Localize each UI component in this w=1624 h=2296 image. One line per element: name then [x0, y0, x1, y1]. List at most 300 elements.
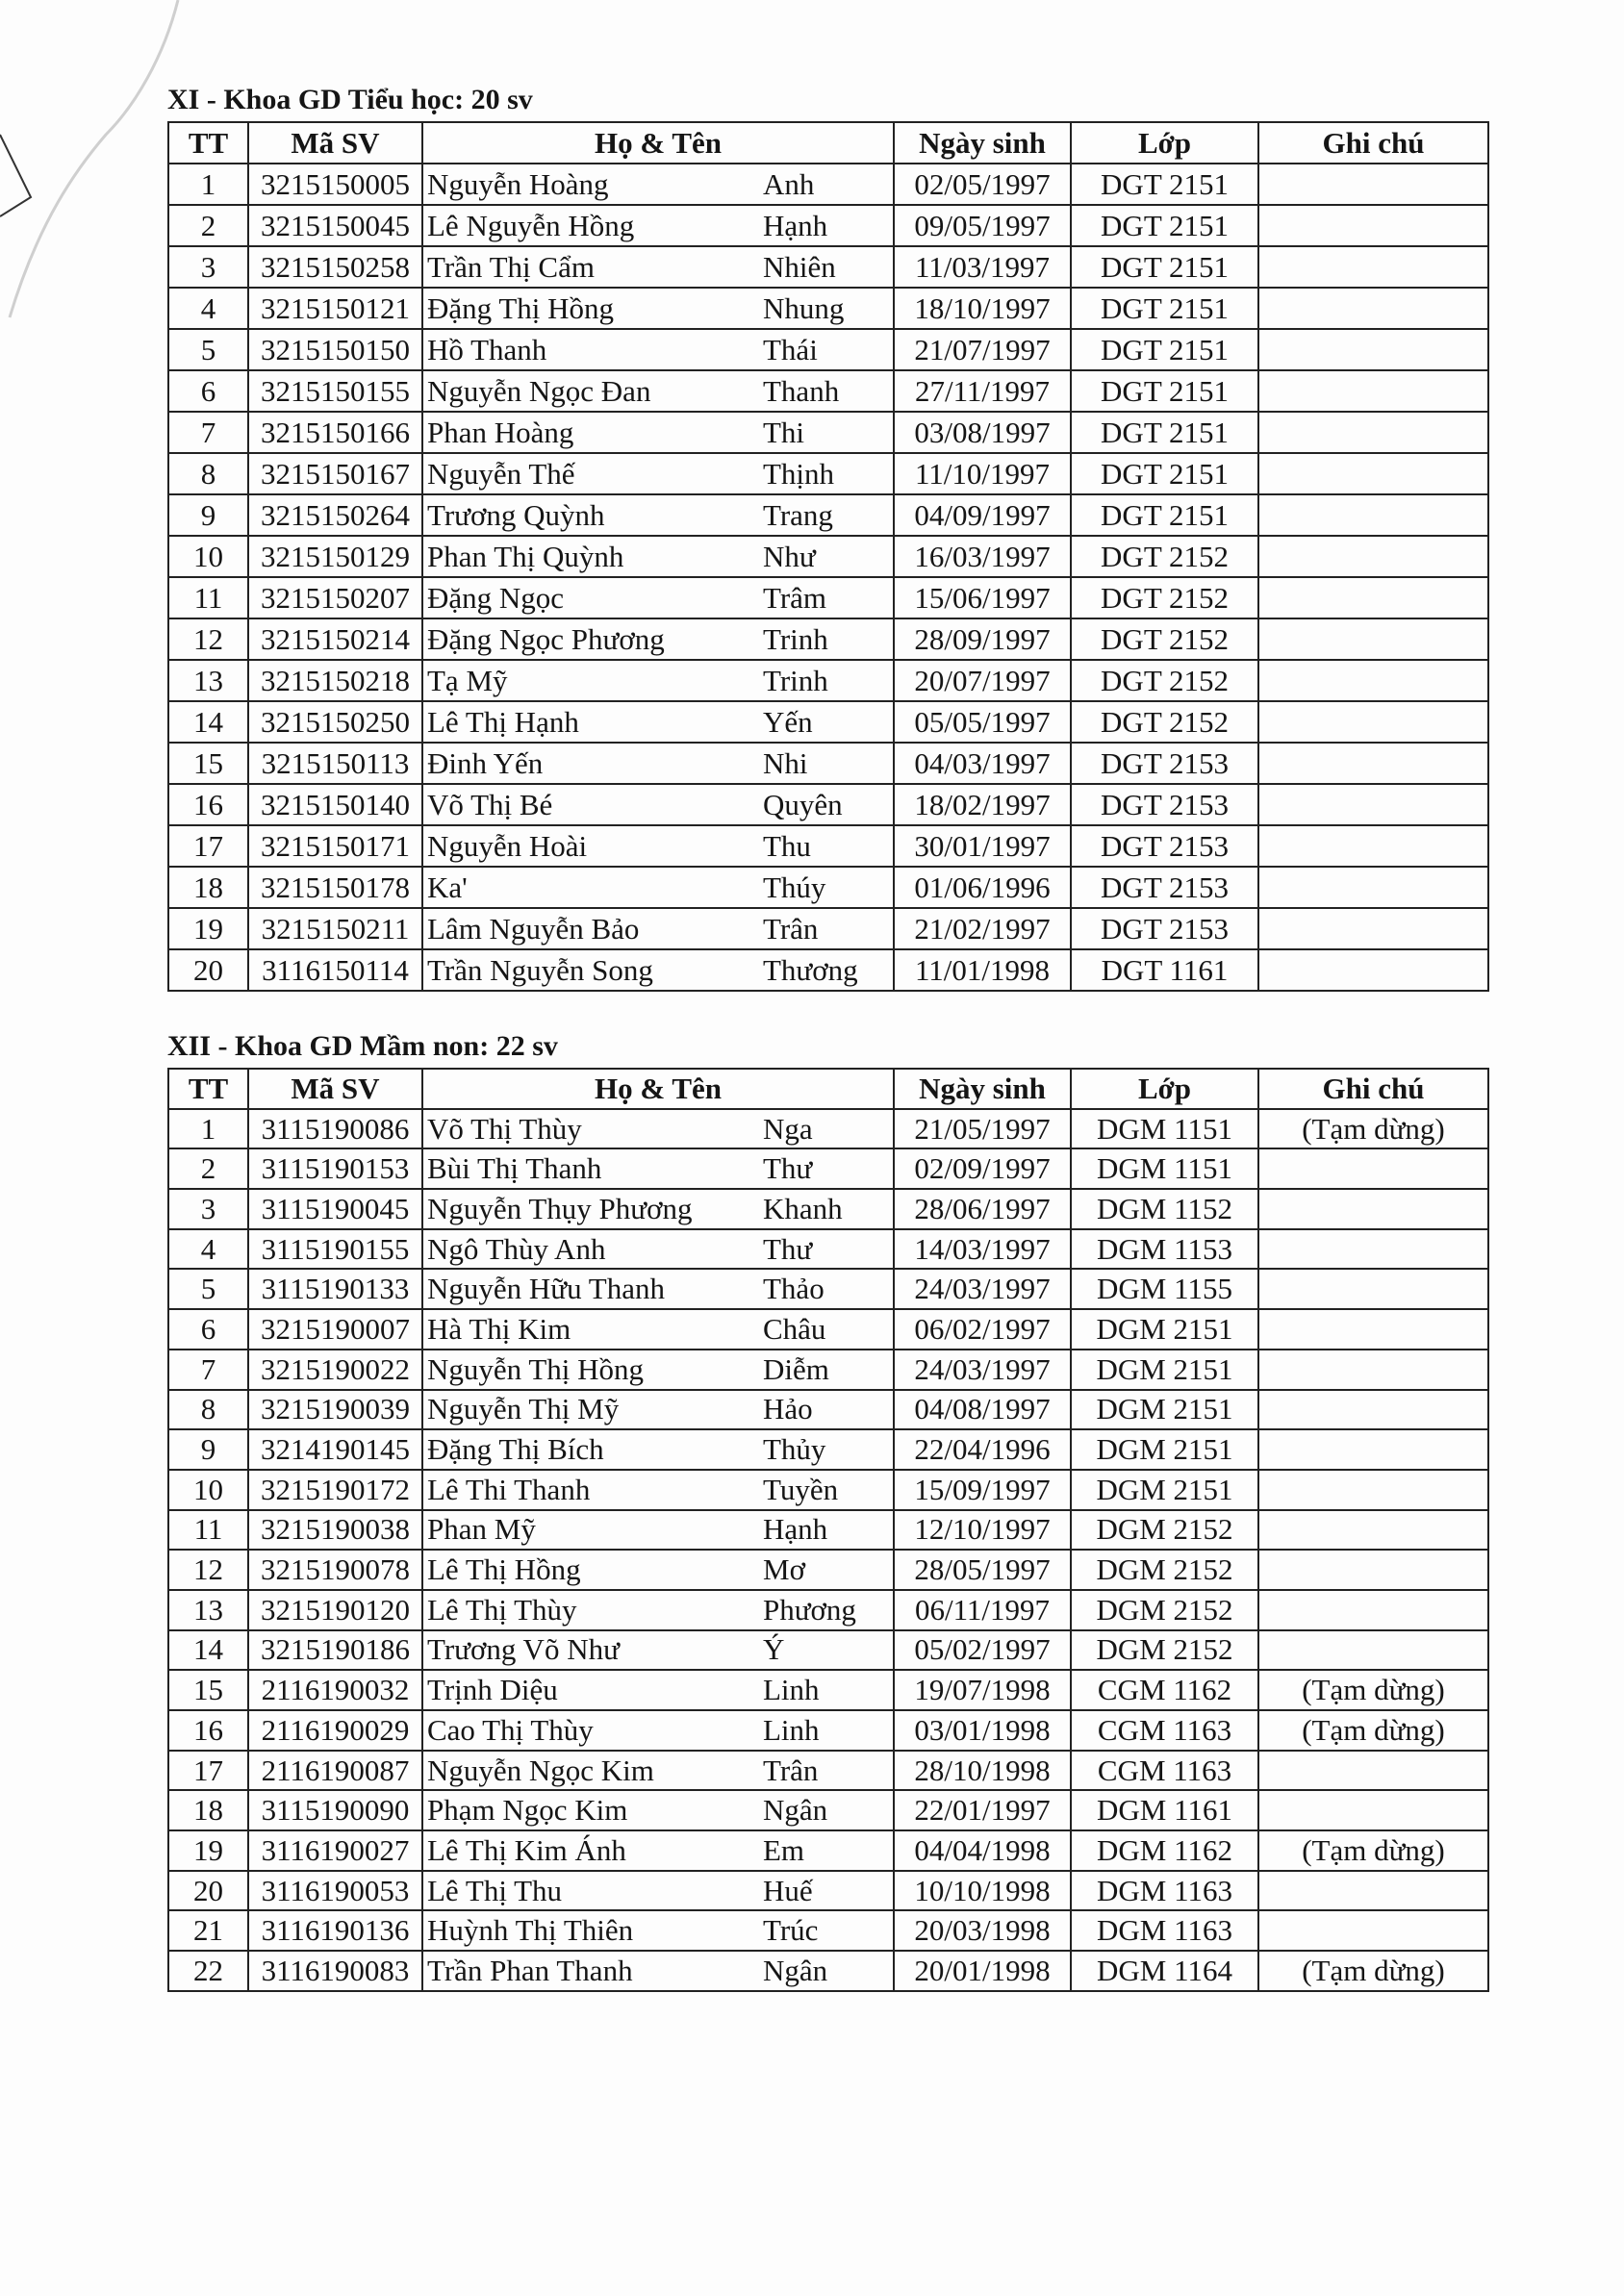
cell-ten: Diễm: [761, 1350, 894, 1390]
cell-ghi-chu: [1258, 867, 1488, 908]
table-row: [168, 1630, 1488, 1671]
cell-tt: 1: [168, 164, 248, 205]
cell-ho-dem: Lâm Nguyễn Bảo: [422, 908, 761, 949]
table-row: [168, 1189, 1488, 1229]
cell-ho-dem: Đặng Thị Bích: [422, 1429, 761, 1470]
cell-ten: Linh: [761, 1670, 894, 1710]
cell-ten: Thanh: [761, 370, 894, 412]
cell-lop: DGT 2153: [1071, 908, 1258, 949]
cell-lop: DGT 2151: [1071, 205, 1258, 246]
table-row: [168, 536, 1488, 577]
cell-ho-dem: Lê Thị Hồng: [422, 1550, 761, 1590]
cell-lop: DGT 1161: [1071, 949, 1258, 991]
table-row: [168, 329, 1488, 370]
table-row: [168, 1350, 1488, 1390]
cell-ghi-chu: [1258, 1910, 1488, 1951]
cell-ngay-sinh: 02/05/1997: [894, 164, 1071, 205]
cell-ho-dem: Trương Quỳnh: [422, 494, 761, 536]
cell-ghi-chu: [1258, 660, 1488, 701]
cell-ma-sv: 3215190078: [248, 1550, 422, 1590]
cell-lop: DGM 1161: [1071, 1790, 1258, 1830]
cell-ngay-sinh: 10/10/1998: [894, 1871, 1071, 1911]
cell-lop: DGM 1164: [1071, 1951, 1258, 1991]
cell-ngay-sinh: 04/04/1998: [894, 1830, 1071, 1871]
cell-ghi-chu: [1258, 1550, 1488, 1590]
cell-ten: Trâm: [761, 577, 894, 618]
table-row: [168, 908, 1488, 949]
cell-ghi-chu: [1258, 1309, 1488, 1350]
table-row: [168, 1148, 1488, 1189]
cell-ten: Thương: [761, 949, 894, 991]
cell-ngay-sinh: 22/04/1996: [894, 1429, 1071, 1470]
table-row: [168, 412, 1488, 453]
cell-ten: Nhi: [761, 743, 894, 784]
cell-ho-dem: Huỳnh Thị Thiên: [422, 1910, 761, 1951]
cell-ghi-chu: [1258, 1269, 1488, 1309]
cell-lop: DGT 2153: [1071, 784, 1258, 825]
cell-ma-sv: 3215190186: [248, 1630, 422, 1671]
cell-ma-sv: 3215190172: [248, 1470, 422, 1510]
cell-ma-sv: 3215150113: [248, 743, 422, 784]
cell-tt: 15: [168, 1670, 248, 1710]
cell-lop: DGT 2152: [1071, 618, 1258, 660]
cell-ma-sv: 2116190029: [248, 1710, 422, 1751]
col-ma-sv: Mã SV: [248, 1069, 422, 1109]
cell-tt: 7: [168, 412, 248, 453]
cell-ho-dem: Lê Thị Kim Ánh: [422, 1830, 761, 1871]
cell-tt: 7: [168, 1350, 248, 1390]
cell-ho-dem: Phan Thị Quỳnh: [422, 536, 761, 577]
table-row: [168, 1269, 1488, 1309]
cell-ho-dem: Nguyễn Ngọc Kim: [422, 1751, 761, 1791]
cell-ngay-sinh: 18/10/1997: [894, 288, 1071, 329]
cell-ma-sv: 3215150218: [248, 660, 422, 701]
cell-tt: 8: [168, 453, 248, 494]
cell-ho-dem: Phan Hoàng: [422, 412, 761, 453]
cell-ten: Trân: [761, 908, 894, 949]
cell-ghi-chu: (Tạm dừng): [1258, 1670, 1488, 1710]
cell-tt: 1: [168, 1109, 248, 1149]
col-tt: TT: [168, 1069, 248, 1109]
table-row: [168, 1670, 1488, 1710]
col-lop: Lớp: [1071, 122, 1258, 164]
cell-ten: Tuyền: [761, 1470, 894, 1510]
cell-lop: DGM 1163: [1071, 1910, 1258, 1951]
cell-tt: 10: [168, 536, 248, 577]
cell-ma-sv: 3215190120: [248, 1590, 422, 1630]
cell-ho-dem: Nguyễn Hữu Thanh: [422, 1269, 761, 1309]
cell-ten: Linh: [761, 1710, 894, 1751]
page-edge-mark: [0, 0, 192, 385]
cell-ten: Thịnh: [761, 453, 894, 494]
cell-ghi-chu: [1258, 1751, 1488, 1791]
cell-ghi-chu: [1258, 1229, 1488, 1270]
cell-ho-dem: Đặng Ngọc: [422, 577, 761, 618]
cell-tt: 3: [168, 1189, 248, 1229]
cell-ghi-chu: [1258, 949, 1488, 991]
cell-ho-dem: Lê Nguyễn Hồng: [422, 205, 761, 246]
cell-ten: Khanh: [761, 1189, 894, 1229]
col-tt: TT: [168, 122, 248, 164]
cell-ngay-sinh: 04/03/1997: [894, 743, 1071, 784]
cell-lop: DGM 2151: [1071, 1390, 1258, 1430]
cell-ten: Trang: [761, 494, 894, 536]
cell-ngay-sinh: 12/10/1997: [894, 1510, 1071, 1551]
table-row: [168, 1790, 1488, 1830]
cell-ghi-chu: [1258, 1630, 1488, 1671]
cell-ma-sv: 3115190090: [248, 1790, 422, 1830]
cell-ma-sv: 3116190083: [248, 1951, 422, 1991]
cell-ghi-chu: [1258, 1470, 1488, 1510]
cell-ghi-chu: [1258, 246, 1488, 288]
cell-ho-dem: Trịnh Diệu: [422, 1670, 761, 1710]
cell-ngay-sinh: 18/02/1997: [894, 784, 1071, 825]
cell-ma-sv: 3214190145: [248, 1429, 422, 1470]
cell-ngay-sinh: 03/01/1998: [894, 1710, 1071, 1751]
cell-ten: Hạnh: [761, 1510, 894, 1551]
cell-ho-dem: Trương Võ Như: [422, 1630, 761, 1671]
cell-ngay-sinh: 03/08/1997: [894, 412, 1071, 453]
cell-lop: DGM 2151: [1071, 1429, 1258, 1470]
cell-tt: 19: [168, 908, 248, 949]
cell-lop: DGM 1153: [1071, 1229, 1258, 1270]
cell-lop: DGM 2151: [1071, 1470, 1258, 1510]
cell-ghi-chu: [1258, 1790, 1488, 1830]
cell-tt: 14: [168, 701, 248, 743]
cell-tt: 12: [168, 618, 248, 660]
cell-tt: 17: [168, 825, 248, 867]
table-row: [168, 1710, 1488, 1751]
cell-ten: Trinh: [761, 618, 894, 660]
cell-tt: 16: [168, 784, 248, 825]
cell-ten: Châu: [761, 1309, 894, 1350]
cell-ten: Trân: [761, 1751, 894, 1791]
cell-ngay-sinh: 16/03/1997: [894, 536, 1071, 577]
cell-ho-dem: Võ Thị Thùy: [422, 1109, 761, 1149]
cell-ngay-sinh: 05/05/1997: [894, 701, 1071, 743]
cell-ghi-chu: [1258, 164, 1488, 205]
col-ngay-sinh: Ngày sinh: [894, 1069, 1071, 1109]
cell-ho-dem: Lê Thị Hạnh: [422, 701, 761, 743]
cell-ma-sv: 3215150264: [248, 494, 422, 536]
cell-ma-sv: 3215150129: [248, 536, 422, 577]
cell-ho-dem: Đặng Thị Hồng: [422, 288, 761, 329]
cell-lop: DGT 2152: [1071, 660, 1258, 701]
table-row: [168, 1510, 1488, 1551]
cell-ten: Hảo: [761, 1390, 894, 1430]
cell-tt: 19: [168, 1830, 248, 1871]
col-ghi-chu: Ghi chú: [1258, 1069, 1488, 1109]
cell-ghi-chu: [1258, 743, 1488, 784]
cell-ngay-sinh: 28/10/1998: [894, 1751, 1071, 1791]
cell-ghi-chu: [1258, 370, 1488, 412]
cell-ngay-sinh: 21/02/1997: [894, 908, 1071, 949]
cell-ghi-chu: [1258, 577, 1488, 618]
table-row: [168, 577, 1488, 618]
cell-ho-dem: Nguyễn Ngọc Đan: [422, 370, 761, 412]
cell-lop: DGM 1152: [1071, 1189, 1258, 1229]
cell-ngay-sinh: 21/07/1997: [894, 329, 1071, 370]
cell-ho-dem: Đinh Yến: [422, 743, 761, 784]
cell-ho-dem: Trần Nguyễn Song: [422, 949, 761, 991]
cell-ghi-chu: [1258, 1390, 1488, 1430]
cell-ngay-sinh: 27/11/1997: [894, 370, 1071, 412]
cell-tt: 13: [168, 1590, 248, 1630]
cell-ma-sv: 3215150250: [248, 701, 422, 743]
cell-ho-dem: Trần Thị Cẩm: [422, 246, 761, 288]
cell-lop: CGM 1163: [1071, 1751, 1258, 1791]
cell-ghi-chu: [1258, 1350, 1488, 1390]
table-row: [168, 494, 1488, 536]
cell-ten: Trinh: [761, 660, 894, 701]
table-row: [168, 1751, 1488, 1791]
cell-ngay-sinh: 04/09/1997: [894, 494, 1071, 536]
cell-ghi-chu: [1258, 701, 1488, 743]
col-ho-ten: Họ & Tên: [422, 122, 894, 164]
cell-tt: 13: [168, 660, 248, 701]
table-row: [168, 1830, 1488, 1871]
cell-lop: DGM 2152: [1071, 1630, 1258, 1671]
cell-ho-dem: Nguyễn Hoàng: [422, 164, 761, 205]
cell-lop: DGT 2151: [1071, 494, 1258, 536]
cell-tt: 15: [168, 743, 248, 784]
cell-tt: 5: [168, 329, 248, 370]
cell-ten: Anh: [761, 164, 894, 205]
cell-ma-sv: 3215150005: [248, 164, 422, 205]
cell-ghi-chu: [1258, 1510, 1488, 1551]
cell-ngay-sinh: 21/05/1997: [894, 1109, 1071, 1149]
cell-ten: Trúc: [761, 1910, 894, 1951]
cell-ho-dem: Lê Thị Thùy: [422, 1590, 761, 1630]
cell-ten: Thư: [761, 1148, 894, 1189]
cell-ma-sv: 3115190086: [248, 1109, 422, 1149]
cell-ghi-chu: [1258, 536, 1488, 577]
cell-lop: DGM 2152: [1071, 1510, 1258, 1551]
cell-ten: Ngân: [761, 1951, 894, 1991]
cell-ho-dem: Hà Thị Kim: [422, 1309, 761, 1350]
cell-ma-sv: 3215150166: [248, 412, 422, 453]
col-ngay-sinh: Ngày sinh: [894, 122, 1071, 164]
table-row: [168, 370, 1488, 412]
cell-ho-dem: Đặng Ngọc Phương: [422, 618, 761, 660]
cell-tt: 18: [168, 867, 248, 908]
cell-ghi-chu: [1258, 412, 1488, 453]
cell-lop: DGM 2152: [1071, 1590, 1258, 1630]
cell-lop: DGM 2151: [1071, 1309, 1258, 1350]
table-row: [168, 949, 1488, 991]
cell-tt: 5: [168, 1269, 248, 1309]
cell-ho-dem: Ka': [422, 867, 761, 908]
cell-ma-sv: 3215150258: [248, 246, 422, 288]
table-row: [168, 1429, 1488, 1470]
cell-ghi-chu: [1258, 288, 1488, 329]
cell-lop: DGM 2151: [1071, 1350, 1258, 1390]
cell-ngay-sinh: 11/10/1997: [894, 453, 1071, 494]
cell-ghi-chu: [1258, 784, 1488, 825]
cell-ten: Ý: [761, 1630, 894, 1671]
cell-ghi-chu: [1258, 1590, 1488, 1630]
cell-ma-sv: 3116150114: [248, 949, 422, 991]
cell-ma-sv: 3215150167: [248, 453, 422, 494]
cell-ten: Nga: [761, 1109, 894, 1149]
cell-tt: 4: [168, 1229, 248, 1270]
cell-ho-dem: Nguyễn Hoài: [422, 825, 761, 867]
col-lop: Lớp: [1071, 1069, 1258, 1109]
cell-ten: Yến: [761, 701, 894, 743]
table-row: [168, 246, 1488, 288]
table-header-row: [168, 122, 1488, 164]
cell-ho-dem: Lê Thi Thanh: [422, 1470, 761, 1510]
cell-tt: 9: [168, 1429, 248, 1470]
cell-ma-sv: 3215190039: [248, 1390, 422, 1430]
cell-tt: 18: [168, 1790, 248, 1830]
table-row: [168, 288, 1488, 329]
cell-ngay-sinh: 28/05/1997: [894, 1550, 1071, 1590]
cell-tt: 21: [168, 1910, 248, 1951]
cell-ten: Nhiên: [761, 246, 894, 288]
cell-tt: 14: [168, 1630, 248, 1671]
cell-ngay-sinh: 11/03/1997: [894, 246, 1071, 288]
cell-lop: DGT 2151: [1071, 246, 1258, 288]
table-row: [168, 1590, 1488, 1630]
cell-ghi-chu: (Tạm dừng): [1258, 1109, 1488, 1149]
cell-ho-dem: Nguyễn Thị Mỹ: [422, 1390, 761, 1430]
cell-lop: DGM 1155: [1071, 1269, 1258, 1309]
cell-ho-dem: Võ Thị Bé: [422, 784, 761, 825]
cell-ma-sv: 3116190136: [248, 1910, 422, 1951]
cell-lop: DGT 2151: [1071, 288, 1258, 329]
cell-ho-dem: Lê Thị Thu: [422, 1871, 761, 1911]
table-row: [168, 743, 1488, 784]
cell-ngay-sinh: 15/09/1997: [894, 1470, 1071, 1510]
cell-ghi-chu: [1258, 1871, 1488, 1911]
cell-lop: DGT 2153: [1071, 867, 1258, 908]
table-row: [168, 205, 1488, 246]
table-row: [168, 1309, 1488, 1350]
cell-tt: 22: [168, 1951, 248, 1991]
cell-ho-dem: Hồ Thanh: [422, 329, 761, 370]
table-row: [168, 1470, 1488, 1510]
col-ghi-chu: Ghi chú: [1258, 122, 1488, 164]
cell-lop: DGT 2151: [1071, 453, 1258, 494]
cell-tt: 17: [168, 1751, 248, 1791]
student-table: [167, 121, 1489, 992]
cell-ma-sv: 3215150140: [248, 784, 422, 825]
cell-ten: Thư: [761, 1229, 894, 1270]
cell-ghi-chu: [1258, 494, 1488, 536]
cell-tt: 20: [168, 1871, 248, 1911]
cell-lop: DGM 1151: [1071, 1148, 1258, 1189]
cell-ten: Thái: [761, 329, 894, 370]
cell-tt: 11: [168, 577, 248, 618]
cell-tt: 11: [168, 1510, 248, 1551]
cell-ngay-sinh: 30/01/1997: [894, 825, 1071, 867]
cell-ghi-chu: [1258, 908, 1488, 949]
cell-lop: DGT 2151: [1071, 329, 1258, 370]
cell-ngay-sinh: 02/09/1997: [894, 1148, 1071, 1189]
cell-lop: DGT 2151: [1071, 164, 1258, 205]
cell-ho-dem: Ngô Thùy Anh: [422, 1229, 761, 1270]
cell-lop: DGM 1162: [1071, 1830, 1258, 1871]
cell-ghi-chu: [1258, 1148, 1488, 1189]
cell-ngay-sinh: 20/01/1998: [894, 1951, 1071, 1991]
cell-ten: Hạnh: [761, 205, 894, 246]
cell-ho-dem: Cao Thị Thùy: [422, 1710, 761, 1751]
cell-lop: DGT 2151: [1071, 412, 1258, 453]
cell-ma-sv: 3116190053: [248, 1871, 422, 1911]
section-tieu-hoc: [167, 79, 1487, 992]
cell-ghi-chu: [1258, 329, 1488, 370]
cell-ma-sv: 3215150155: [248, 370, 422, 412]
cell-ghi-chu: [1258, 453, 1488, 494]
cell-ho-dem: Phạm Ngọc Kim: [422, 1790, 761, 1830]
cell-ghi-chu: [1258, 205, 1488, 246]
cell-ghi-chu: [1258, 618, 1488, 660]
table-header-row: [168, 1069, 1488, 1109]
section-title: XII - Khoa GD Mầm non: 22 sv: [167, 1030, 558, 1062]
cell-tt: 6: [168, 370, 248, 412]
cell-ngay-sinh: 15/06/1997: [894, 577, 1071, 618]
cell-ma-sv: 3215150150: [248, 329, 422, 370]
cell-ho-dem: Phan Mỹ: [422, 1510, 761, 1551]
table-row: [168, 660, 1488, 701]
cell-ghi-chu: (Tạm dừng): [1258, 1951, 1488, 1991]
section-mam-non: [167, 1025, 1487, 1992]
cell-ghi-chu: [1258, 1189, 1488, 1229]
cell-tt: 20: [168, 949, 248, 991]
cell-lop: CGM 1163: [1071, 1710, 1258, 1751]
cell-lop: DGM 1151: [1071, 1109, 1258, 1149]
table-row: [168, 867, 1488, 908]
cell-ma-sv: 3215150207: [248, 577, 422, 618]
cell-ghi-chu: (Tạm dừng): [1258, 1710, 1488, 1751]
table-row: [168, 1550, 1488, 1590]
cell-ho-dem: Nguyễn Thế: [422, 453, 761, 494]
cell-ho-dem: Nguyễn Thụy Phương: [422, 1189, 761, 1229]
cell-ho-dem: Trần Phan Thanh: [422, 1951, 761, 1991]
cell-ngay-sinh: 28/09/1997: [894, 618, 1071, 660]
cell-ngay-sinh: 11/01/1998: [894, 949, 1071, 991]
cell-ma-sv: 2116190087: [248, 1751, 422, 1791]
cell-ten: Thúy: [761, 867, 894, 908]
cell-ten: Phương: [761, 1590, 894, 1630]
table-row: [168, 825, 1488, 867]
table-row: [168, 1951, 1488, 1991]
cell-ten: Ngân: [761, 1790, 894, 1830]
cell-ho-dem: Nguyễn Thị Hồng: [422, 1350, 761, 1390]
table-row: [168, 1390, 1488, 1430]
col-ma-sv: Mã SV: [248, 122, 422, 164]
cell-ngay-sinh: 04/08/1997: [894, 1390, 1071, 1430]
cell-lop: DGT 2151: [1071, 370, 1258, 412]
cell-ten: Nhung: [761, 288, 894, 329]
cell-ten: Thủy: [761, 1429, 894, 1470]
cell-ngay-sinh: 22/01/1997: [894, 1790, 1071, 1830]
cell-lop: DGT 2152: [1071, 577, 1258, 618]
cell-ma-sv: 3215150045: [248, 205, 422, 246]
cell-lop: DGM 1163: [1071, 1871, 1258, 1911]
cell-ho-dem: Bùi Thị Thanh: [422, 1148, 761, 1189]
table-row: [168, 1229, 1488, 1270]
table-row: [168, 453, 1488, 494]
cell-ngay-sinh: 06/02/1997: [894, 1309, 1071, 1350]
cell-ten: Em: [761, 1830, 894, 1871]
cell-ten: Thảo: [761, 1269, 894, 1309]
cell-ho-dem: Tạ Mỹ: [422, 660, 761, 701]
cell-tt: 9: [168, 494, 248, 536]
cell-ghi-chu: [1258, 825, 1488, 867]
cell-ma-sv: 3215150211: [248, 908, 422, 949]
